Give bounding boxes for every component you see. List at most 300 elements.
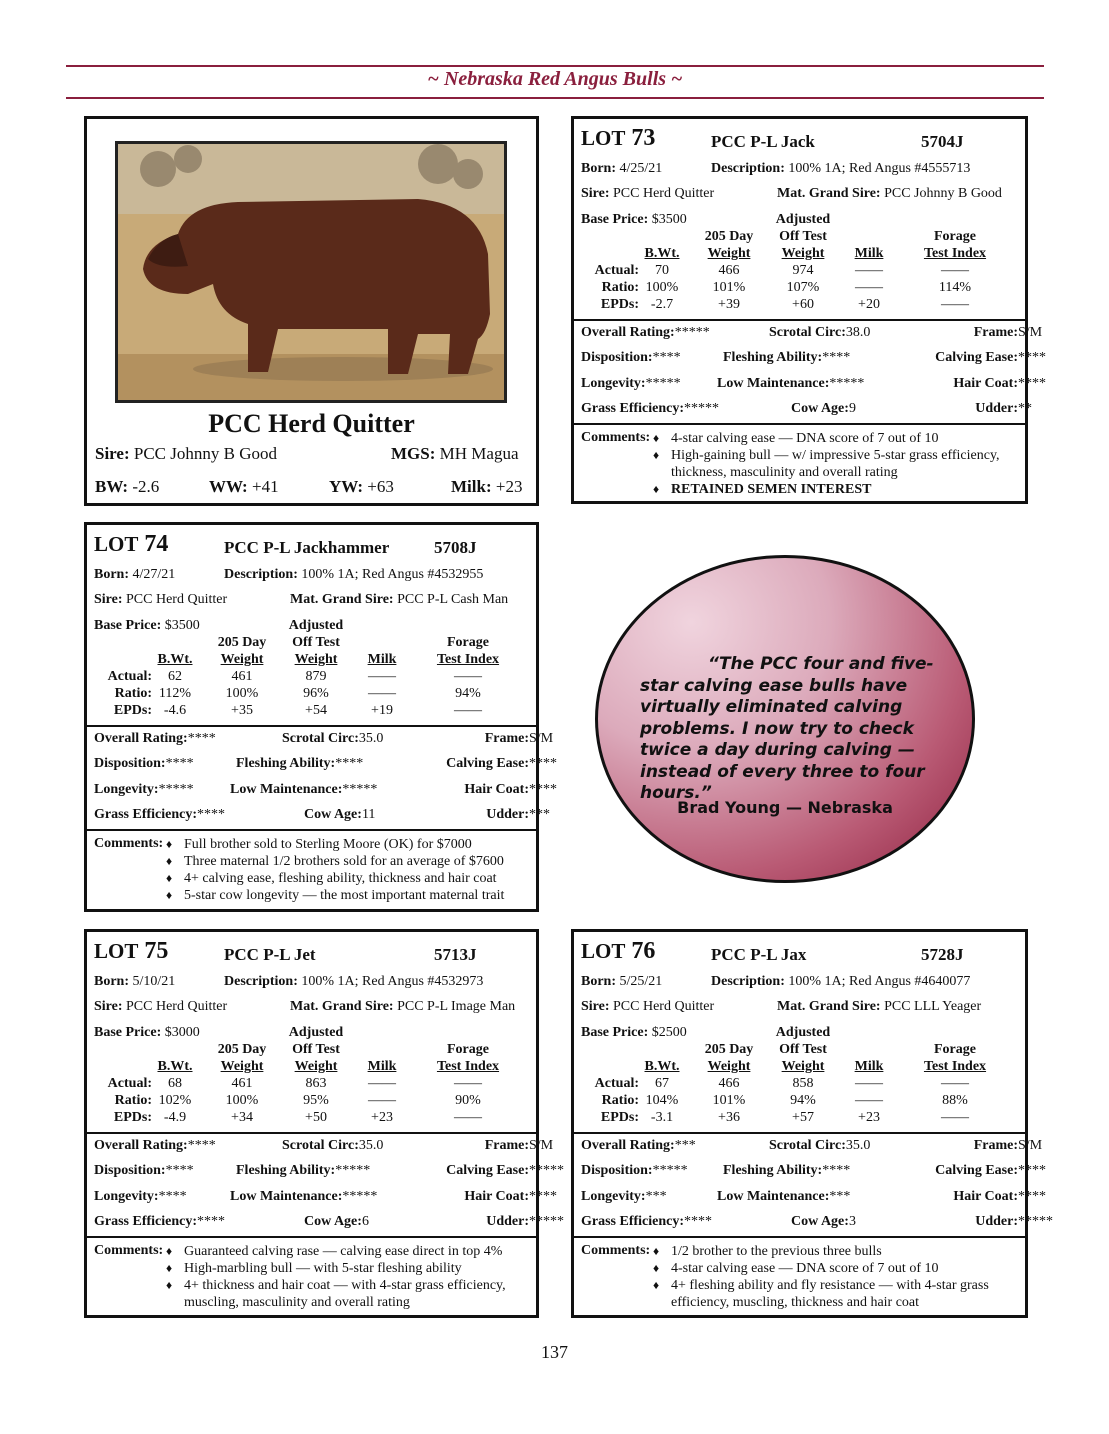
- header-forage: Forage: [934, 1042, 976, 1057]
- feature-yw: +63: [367, 477, 394, 496]
- lot-number-value: 76: [631, 938, 656, 964]
- header-bwt: B.Wt.: [157, 1059, 193, 1074]
- rating-row-3: [581, 376, 1046, 396]
- lot-label: LOT: [94, 532, 139, 556]
- ratio-cell: 102%: [158, 1093, 192, 1108]
- disposition-label: Disposition:: [94, 1163, 166, 1178]
- description-value: 100% 1A; Red Angus #4532973: [301, 974, 484, 989]
- longevity-value: *****: [158, 782, 194, 797]
- ratio-cell: 100%: [645, 280, 679, 295]
- description: [224, 974, 483, 990]
- feature-yw-label: YW:: [329, 477, 363, 496]
- header-forage: Forage: [934, 229, 976, 244]
- epds-cell: ——: [454, 703, 482, 718]
- header-forage: Forage: [447, 635, 489, 650]
- cow-age-value: 3: [848, 1214, 856, 1229]
- ratio-row-label: Ratio:: [601, 1093, 639, 1108]
- udder: [975, 401, 1032, 417]
- actual-cell: ——: [941, 263, 969, 278]
- ratio-cell: ——: [368, 1093, 396, 1108]
- actual-row-label: Actual:: [107, 1076, 152, 1091]
- feature-sire-label: Sire:: [95, 444, 130, 463]
- epds-cell: +23: [371, 1110, 393, 1125]
- actual-cell: ——: [855, 263, 883, 278]
- born: [581, 974, 662, 990]
- header-bwt: B.Wt.: [157, 652, 193, 667]
- lot-number-value: 74: [144, 531, 169, 557]
- ratio-cell: 112%: [158, 686, 192, 701]
- born-value: 4/25/21: [619, 161, 663, 176]
- header-weight-adjusted: Weight: [781, 1059, 825, 1074]
- actual-cell: 67: [655, 1076, 669, 1091]
- actual-cell: 70: [655, 263, 669, 278]
- udder-value: ***: [529, 807, 550, 822]
- comment-item: ♦ 4-star calving ease — DNA score of 7 out of 10: [653, 1260, 1018, 1277]
- rating-row-4: [581, 401, 1032, 421]
- actual-cell: 461: [231, 1076, 253, 1091]
- born-value: 5/10/21: [132, 974, 176, 989]
- actual-cell: ——: [855, 1076, 883, 1091]
- lot-tag: 5704J: [921, 132, 964, 151]
- grass-efficiency: [581, 1214, 713, 1230]
- scrotal-circ: [282, 731, 384, 747]
- mat-grand-sire: [290, 999, 515, 1015]
- performance-table: [581, 212, 1018, 312]
- lot-bull-name: PCC P-L Jax: [711, 945, 807, 964]
- lot-bull-name: PCC P-L Jackhammer: [224, 538, 390, 557]
- cow-age-value: 9: [848, 401, 856, 416]
- cow-age-value: 6: [361, 1214, 369, 1229]
- cow-age-label: Cow Age:: [791, 401, 849, 416]
- ratio-cell: 100%: [225, 686, 259, 701]
- rating-row-3: [581, 1189, 1046, 1209]
- born: [94, 974, 175, 990]
- frame-label: Frame:: [973, 325, 1018, 340]
- frame-label: Frame:: [484, 1138, 529, 1153]
- comments-separator: [87, 829, 536, 831]
- epds-cell: +54: [305, 703, 327, 718]
- base-price-value: $3500: [164, 618, 200, 633]
- header-test-index: Test Index: [436, 1059, 500, 1074]
- scrotal-circ: [769, 325, 871, 341]
- header-weight-adjusted: Weight: [294, 1059, 338, 1074]
- lot-74-card: [84, 522, 557, 912]
- description-value: 100% 1A; Red Angus #4555713: [788, 161, 971, 176]
- mat-grand-sire-label: Mat. Grand Sire:: [290, 999, 394, 1014]
- testimonial-text: “The PCC four and five-star calving ease bulls have virtually eliminated calving problems. I now try to check twice a day during calving — instead of every three to four hours.”: [640, 654, 934, 803]
- description-label: Description:: [224, 567, 298, 582]
- fleshing-ability: [723, 1163, 851, 1179]
- header-weight: Weight: [707, 1059, 751, 1074]
- description-value: 100% 1A; Red Angus #4640077: [788, 974, 971, 989]
- frame-value: S/M: [1018, 325, 1043, 340]
- grass-efficiency: [94, 1214, 226, 1230]
- epds-cell: +39: [718, 297, 740, 312]
- base-price-value: $3000: [164, 1025, 200, 1040]
- header-adjusted: Adjusted: [775, 1025, 831, 1040]
- born-value: 4/27/21: [132, 567, 176, 582]
- header-205-day: 205 Day: [217, 635, 267, 650]
- cow-age: [791, 401, 856, 417]
- actual-cell: 62: [168, 669, 182, 684]
- overall-rating-label: Overall Rating:: [581, 1138, 675, 1153]
- performance-table: [581, 1025, 1018, 1125]
- cow-age-value: 11: [361, 807, 376, 822]
- hair-coat: [464, 782, 557, 798]
- base-price-label: Base Price:: [94, 618, 162, 633]
- lot-header: [94, 938, 529, 968]
- mat-grand-sire-label: Mat. Grand Sire:: [777, 999, 881, 1014]
- longevity-label: Longevity:: [581, 376, 646, 391]
- sire: [581, 999, 714, 1015]
- actual-cell: ——: [941, 1076, 969, 1091]
- sire-value: PCC Herd Quitter: [126, 999, 228, 1014]
- fleshing-ability-label: Fleshing Ability:: [236, 756, 336, 771]
- header-off-test: Off Test: [292, 635, 340, 650]
- longevity-label: Longevity:: [94, 782, 159, 797]
- header-rule-top: [66, 65, 1044, 67]
- comments-label: Comments:: [581, 430, 651, 445]
- rating-row-2: [581, 350, 1046, 370]
- rating-row-1: [94, 731, 554, 751]
- feature-ww: +41: [251, 477, 279, 496]
- grass-efficiency-label: Grass Efficiency:: [581, 1214, 685, 1229]
- fleshing-ability-value: ****: [335, 756, 364, 771]
- ratio-row-label: Ratio:: [114, 686, 152, 701]
- lot-number: [94, 531, 168, 558]
- header-forage: Forage: [447, 1042, 489, 1057]
- overall-rating-label: Overall Rating:: [581, 325, 675, 340]
- epds-cell: -2.7: [650, 297, 674, 312]
- calving-ease: [935, 1163, 1046, 1179]
- epds-cell: +19: [371, 703, 393, 718]
- header-weight-adjusted: Weight: [781, 246, 825, 261]
- description-label: Description:: [711, 974, 785, 989]
- frame-value: S/M: [529, 1138, 554, 1153]
- sire: [94, 999, 227, 1015]
- comment-item: ♦ High-marbling bull — with 5-star fleshing ability: [166, 1260, 529, 1277]
- hair-coat-value: ****: [1018, 1189, 1046, 1204]
- comment-item: ♦ RETAINED SEMEN INTEREST: [653, 481, 1018, 498]
- cow-age: [304, 1214, 369, 1230]
- low-maintenance-value: *****: [829, 376, 865, 391]
- hair-coat-value: ****: [529, 782, 557, 797]
- calving-ease: [935, 350, 1046, 366]
- udder-value: **: [1018, 401, 1032, 416]
- udder-label: Udder:: [486, 807, 529, 822]
- comments-label: Comments:: [94, 836, 164, 851]
- actual-cell: 974: [792, 263, 814, 278]
- comments-list: [653, 1243, 1018, 1311]
- header-test-index: Test Index: [923, 246, 987, 261]
- udder: [486, 807, 550, 823]
- disposition-label: Disposition:: [581, 350, 653, 365]
- actual-cell: 858: [792, 1076, 814, 1091]
- header-bwt: B.Wt.: [644, 246, 680, 261]
- disposition-value: *****: [652, 1163, 688, 1178]
- header-adjusted: Adjusted: [288, 618, 344, 633]
- scrotal-circ-value: 35.0: [358, 1138, 384, 1153]
- lot-bull-name: PCC P-L Jack: [711, 132, 815, 151]
- header-off-test: Off Test: [779, 229, 827, 244]
- cow-age: [791, 1214, 856, 1230]
- rating-row-2: [94, 1163, 564, 1183]
- actual-cell: ——: [368, 1076, 396, 1091]
- fleshing-ability-value: ****: [822, 1163, 851, 1178]
- header-weight: Weight: [220, 652, 264, 667]
- frame: [484, 731, 554, 747]
- ratings-separator: [574, 1132, 1025, 1134]
- page-number: 137: [541, 1342, 568, 1362]
- rating-row-4: [94, 807, 550, 827]
- fleshing-ability-label: Fleshing Ability:: [723, 350, 823, 365]
- frame-label: Frame:: [484, 731, 529, 746]
- rating-row-2: [581, 1163, 1046, 1183]
- overall-rating: [94, 1138, 216, 1154]
- frame-value: S/M: [1018, 1138, 1043, 1153]
- scrotal-circ-label: Scrotal Circ:: [282, 1138, 359, 1153]
- longevity-value: ***: [645, 1189, 667, 1204]
- overall-rating-label: Overall Rating:: [94, 731, 188, 746]
- longevity: [581, 376, 681, 392]
- rating-row-1: [94, 1138, 554, 1158]
- feature-mgs: MH Magua: [439, 444, 519, 463]
- mat-grand-sire: [777, 186, 1002, 202]
- header-205-day: 205 Day: [704, 1042, 754, 1057]
- mat-grand-sire-value: PCC Johnny B Good: [884, 186, 1002, 201]
- frame: [973, 325, 1043, 341]
- longevity-value: ****: [158, 1189, 187, 1204]
- ratio-cell: 96%: [303, 686, 329, 701]
- base-price-label: Base Price:: [581, 1025, 649, 1040]
- comment-item: ♦ 4+ thickness and hair coat — with 4-star grass efficiency, muscling, masculinity and overall rating: [166, 1277, 529, 1311]
- ratings-separator: [87, 725, 536, 727]
- sire: [94, 592, 227, 608]
- udder-value: *****: [1018, 1214, 1053, 1229]
- disposition: [581, 1163, 688, 1179]
- rating-row-2: [94, 756, 557, 776]
- low-maintenance-label: Low Maintenance:: [230, 782, 343, 797]
- calving-ease-value: *****: [529, 1163, 564, 1178]
- born-label: Born:: [581, 161, 616, 176]
- low-maintenance-value: *****: [342, 782, 378, 797]
- fleshing-ability-label: Fleshing Ability:: [236, 1163, 336, 1178]
- hair-coat-value: ****: [529, 1189, 557, 1204]
- overall-rating: [94, 731, 216, 747]
- scrotal-circ-value: 35.0: [358, 731, 384, 746]
- mat-grand-sire: [777, 999, 981, 1015]
- base-price-value: $2500: [651, 1025, 687, 1040]
- rating-row-1: [581, 325, 1043, 345]
- lot-tag: 5713J: [434, 945, 477, 964]
- comment-item: ♦ High-gaining bull — w/ impressive 5-star grass efficiency, thickness, masculinity and overall rating: [653, 447, 1018, 481]
- comment-item: ♦ Three maternal 1/2 brothers sold for an average of $7600: [166, 853, 529, 870]
- epds-row-label: EPDs:: [113, 1110, 152, 1125]
- ratio-cell: 95%: [303, 1093, 329, 1108]
- epds-cell: +60: [792, 297, 814, 312]
- frame-label: Frame:: [973, 1138, 1018, 1153]
- epds-cell: +23: [858, 1110, 880, 1125]
- grass-efficiency-label: Grass Efficiency:: [94, 807, 198, 822]
- testimonial-oval: [595, 555, 975, 883]
- feature-milk: +23: [495, 477, 523, 496]
- epds-cell: -4.6: [163, 703, 187, 718]
- grass-efficiency-value: ****: [197, 1214, 226, 1229]
- born-label: Born:: [94, 974, 129, 989]
- feature-ww-label: WW:: [209, 477, 248, 496]
- feature-bw-label: BW:: [95, 477, 129, 496]
- base-price-value: $3500: [651, 212, 687, 227]
- ratio-cell: 114%: [938, 280, 972, 295]
- grass-efficiency-label: Grass Efficiency:: [581, 401, 685, 416]
- header-test-index: Test Index: [923, 1059, 987, 1074]
- cow-age: [304, 807, 376, 823]
- header-off-test: Off Test: [779, 1042, 827, 1057]
- calving-ease-value: ****: [529, 756, 557, 771]
- epds-row-label: EPDs:: [600, 1110, 639, 1125]
- lot-bull-name: PCC P-L Jet: [224, 945, 316, 964]
- header-off-test: Off Test: [292, 1042, 340, 1057]
- sire-label: Sire:: [94, 592, 123, 607]
- epds-cell: -4.9: [163, 1110, 187, 1125]
- lot-76-card: [571, 929, 1053, 1318]
- sire: [581, 186, 714, 202]
- comment-item: ♦ 4-star calving ease — DNA score of 7 out of 10: [653, 430, 1018, 447]
- lot-label: LOT: [94, 939, 139, 963]
- hair-coat-label: Hair Coat:: [953, 376, 1018, 391]
- lot-75-card: [84, 929, 564, 1318]
- actual-row-label: Actual:: [594, 263, 639, 278]
- cow-age-label: Cow Age:: [304, 807, 362, 822]
- fleshing-ability: [236, 1163, 371, 1179]
- scrotal-circ-label: Scrotal Circ:: [769, 1138, 846, 1153]
- comments-list: [653, 430, 1018, 498]
- lot-header: [581, 125, 1018, 155]
- mat-grand-sire-value: PCC LLL Yeager: [884, 999, 982, 1014]
- low-maintenance-value: ***: [829, 1189, 851, 1204]
- fleshing-ability-value: ****: [822, 350, 851, 365]
- epds-cell: +36: [718, 1110, 740, 1125]
- ratio-cell: 94%: [455, 686, 481, 701]
- fleshing-ability-value: *****: [335, 1163, 371, 1178]
- sire-value: PCC Herd Quitter: [613, 186, 715, 201]
- ratio-cell: 101%: [712, 1093, 746, 1108]
- ratio-row-label: Ratio:: [114, 1093, 152, 1108]
- actual-cell: 466: [718, 263, 740, 278]
- udder-label: Udder:: [975, 401, 1018, 416]
- actual-cell: ——: [368, 669, 396, 684]
- grass-efficiency: [94, 807, 226, 823]
- hair-coat: [953, 1189, 1046, 1205]
- scrotal-circ-value: 35.0: [845, 1138, 871, 1153]
- scrotal-circ: [282, 1138, 384, 1154]
- overall-rating-value: ***: [674, 1138, 696, 1153]
- disposition: [94, 1163, 194, 1179]
- calving-ease-label: Calving Ease:: [935, 350, 1018, 365]
- performance-table: [94, 1025, 529, 1125]
- grass-efficiency-label: Grass Efficiency:: [94, 1214, 198, 1229]
- rating-row-4: [94, 1214, 564, 1234]
- header-205-day: 205 Day: [704, 229, 754, 244]
- grass-efficiency-value: *****: [684, 401, 720, 416]
- scrotal-circ: [769, 1138, 871, 1154]
- feature-sire: PCC Johnny B Good: [133, 444, 277, 463]
- epds-cell: ——: [941, 297, 969, 312]
- hair-coat: [953, 376, 1046, 392]
- scrotal-circ-label: Scrotal Circ:: [282, 731, 359, 746]
- comment-item: ♦ Guaranteed calving rase — calving ease direct in top 4%: [166, 1243, 529, 1260]
- hair-coat: [464, 1189, 557, 1205]
- udder-label: Udder:: [486, 1214, 529, 1229]
- sire-photo-panel: [84, 116, 539, 506]
- frame-value: S/M: [529, 731, 554, 746]
- ratio-cell: 88%: [942, 1093, 968, 1108]
- udder: [486, 1214, 564, 1230]
- calving-ease-label: Calving Ease:: [446, 756, 529, 771]
- low-maintenance-label: Low Maintenance:: [717, 1189, 830, 1204]
- longevity-label: Longevity:: [581, 1189, 646, 1204]
- epds-cell: +35: [231, 703, 253, 718]
- born: [94, 567, 175, 583]
- epds-row-label: EPDs:: [113, 703, 152, 718]
- lot-label: LOT: [581, 939, 626, 963]
- epds-cell: +57: [792, 1110, 814, 1125]
- header-milk: Milk: [854, 246, 884, 261]
- header-weight: Weight: [220, 1059, 264, 1074]
- low-maintenance-label: Low Maintenance:: [230, 1189, 343, 1204]
- actual-cell: 461: [231, 669, 253, 684]
- cow-age-label: Cow Age:: [304, 1214, 362, 1229]
- epds-cell: ——: [454, 1110, 482, 1125]
- header-weight-adjusted: Weight: [294, 652, 338, 667]
- lot-number-value: 73: [631, 125, 656, 151]
- header-milk: Milk: [854, 1059, 884, 1074]
- comment-item: ♦ Full brother sold to Sterling Moore (OK) for $7000: [166, 836, 529, 853]
- hair-coat-value: ****: [1018, 376, 1046, 391]
- sire-label: Sire:: [581, 186, 610, 201]
- feature-milk-label: Milk:: [451, 477, 492, 496]
- longevity-label: Longevity:: [94, 1189, 159, 1204]
- actual-cell: 466: [718, 1076, 740, 1091]
- overall-rating: [581, 1138, 696, 1154]
- hair-coat-label: Hair Coat:: [464, 782, 529, 797]
- lot-number: [94, 938, 168, 965]
- longevity: [94, 782, 194, 798]
- comments-list: [166, 836, 529, 904]
- mat-grand-sire-label: Mat. Grand Sire:: [290, 592, 394, 607]
- feature-mgs-label: MGS:: [391, 444, 436, 463]
- ratio-cell: ——: [855, 280, 883, 295]
- sire-value: PCC Herd Quitter: [126, 592, 228, 607]
- rating-row-3: [94, 1189, 557, 1209]
- overall-rating: [581, 325, 710, 341]
- born-value: 5/25/21: [619, 974, 663, 989]
- mat-grand-sire-value: PCC P-L Cash Man: [397, 592, 509, 607]
- mat-grand-sire: [290, 592, 508, 608]
- base-price-label: Base Price:: [581, 212, 649, 227]
- testimonial-author: Brad Young — Nebraska: [677, 798, 893, 817]
- ratio-cell: ——: [855, 1093, 883, 1108]
- comment-item: ♦ 1/2 brother to the previous three bulls: [653, 1243, 1018, 1260]
- low-maintenance: [717, 376, 865, 392]
- header-weight: Weight: [707, 246, 751, 261]
- mat-grand-sire-value: PCC P-L Image Man: [397, 999, 516, 1014]
- disposition-value: ****: [165, 1163, 194, 1178]
- born-label: Born:: [581, 974, 616, 989]
- ratio-row-label: Ratio:: [601, 280, 639, 295]
- fleshing-ability: [723, 350, 851, 366]
- actual-row-label: Actual:: [594, 1076, 639, 1091]
